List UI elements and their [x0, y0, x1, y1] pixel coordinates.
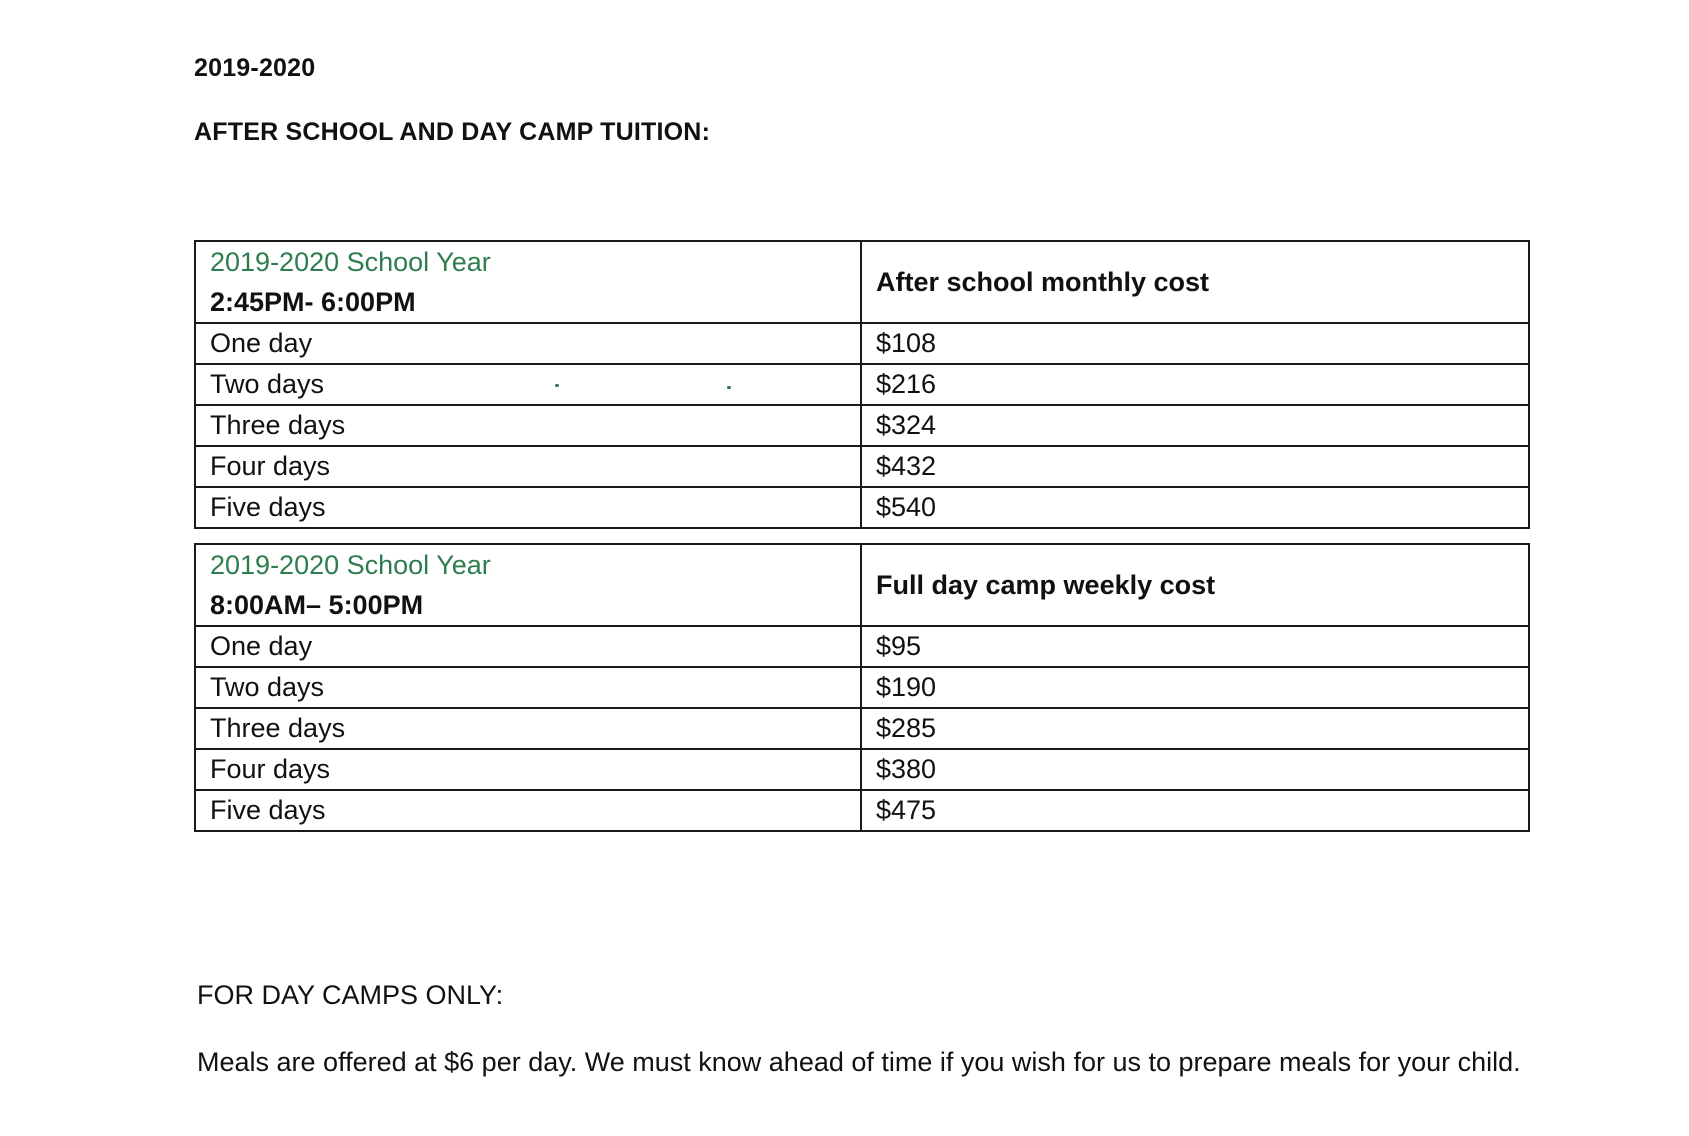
row-cost: $380	[861, 749, 1529, 790]
row-cost: $285	[861, 708, 1529, 749]
row-label: Three days	[195, 708, 861, 749]
row-cost: $475	[861, 790, 1529, 831]
row-cost: $540	[861, 487, 1529, 528]
cost-column-title: Full day camp weekly cost	[861, 544, 1529, 626]
table-row	[195, 405, 1529, 446]
row-cost: $216	[861, 364, 1529, 405]
row-label: Four days	[195, 749, 861, 790]
scan-speck	[727, 386, 731, 389]
row-label: One day	[195, 323, 861, 364]
row-cost: $324	[861, 405, 1529, 446]
row-label: Two days	[195, 667, 861, 708]
row-cost: $108	[861, 323, 1529, 364]
row-label: Five days	[195, 487, 861, 528]
table-row	[195, 446, 1529, 487]
hours-label: 2:45PM- 6:00PM	[210, 287, 416, 317]
table-row	[195, 708, 1529, 749]
table-row	[195, 667, 1529, 708]
day-camps-only-title: FOR DAY CAMPS ONLY:	[197, 980, 504, 1010]
table-header-period	[195, 241, 861, 323]
meals-note: Meals are offered at $6 per day. We must know ahead of time if you wish for us to prepare meals for your child.	[197, 1047, 1521, 1077]
table-row	[195, 364, 1529, 405]
table-row	[195, 749, 1529, 790]
table-row	[195, 487, 1529, 528]
document-title: AFTER SCHOOL AND DAY CAMP TUITION:	[194, 118, 711, 146]
table-row	[195, 626, 1529, 667]
cost-column-title: After school monthly cost	[861, 241, 1529, 323]
table-header-row	[195, 544, 1529, 626]
document-year: 2019-2020	[194, 54, 316, 82]
row-cost: $432	[861, 446, 1529, 487]
row-label: Four days	[195, 446, 861, 487]
table-row	[195, 790, 1529, 831]
day-camp-tuition-table	[194, 543, 1530, 832]
row-label: Five days	[195, 790, 861, 831]
table-header-period	[195, 544, 861, 626]
table-row	[195, 323, 1529, 364]
row-label: Two days	[195, 364, 861, 405]
row-label: Three days	[195, 405, 861, 446]
after-school-tuition-table	[194, 240, 1530, 529]
row-label: One day	[195, 626, 861, 667]
table-header-row	[195, 241, 1529, 323]
row-cost: $95	[861, 626, 1529, 667]
hours-label: 8:00AM– 5:00PM	[210, 590, 424, 620]
school-year-label: 2019-2020 School Year	[210, 550, 491, 580]
scan-speck	[555, 384, 559, 387]
school-year-label: 2019-2020 School Year	[210, 247, 491, 277]
row-cost: $190	[861, 667, 1529, 708]
